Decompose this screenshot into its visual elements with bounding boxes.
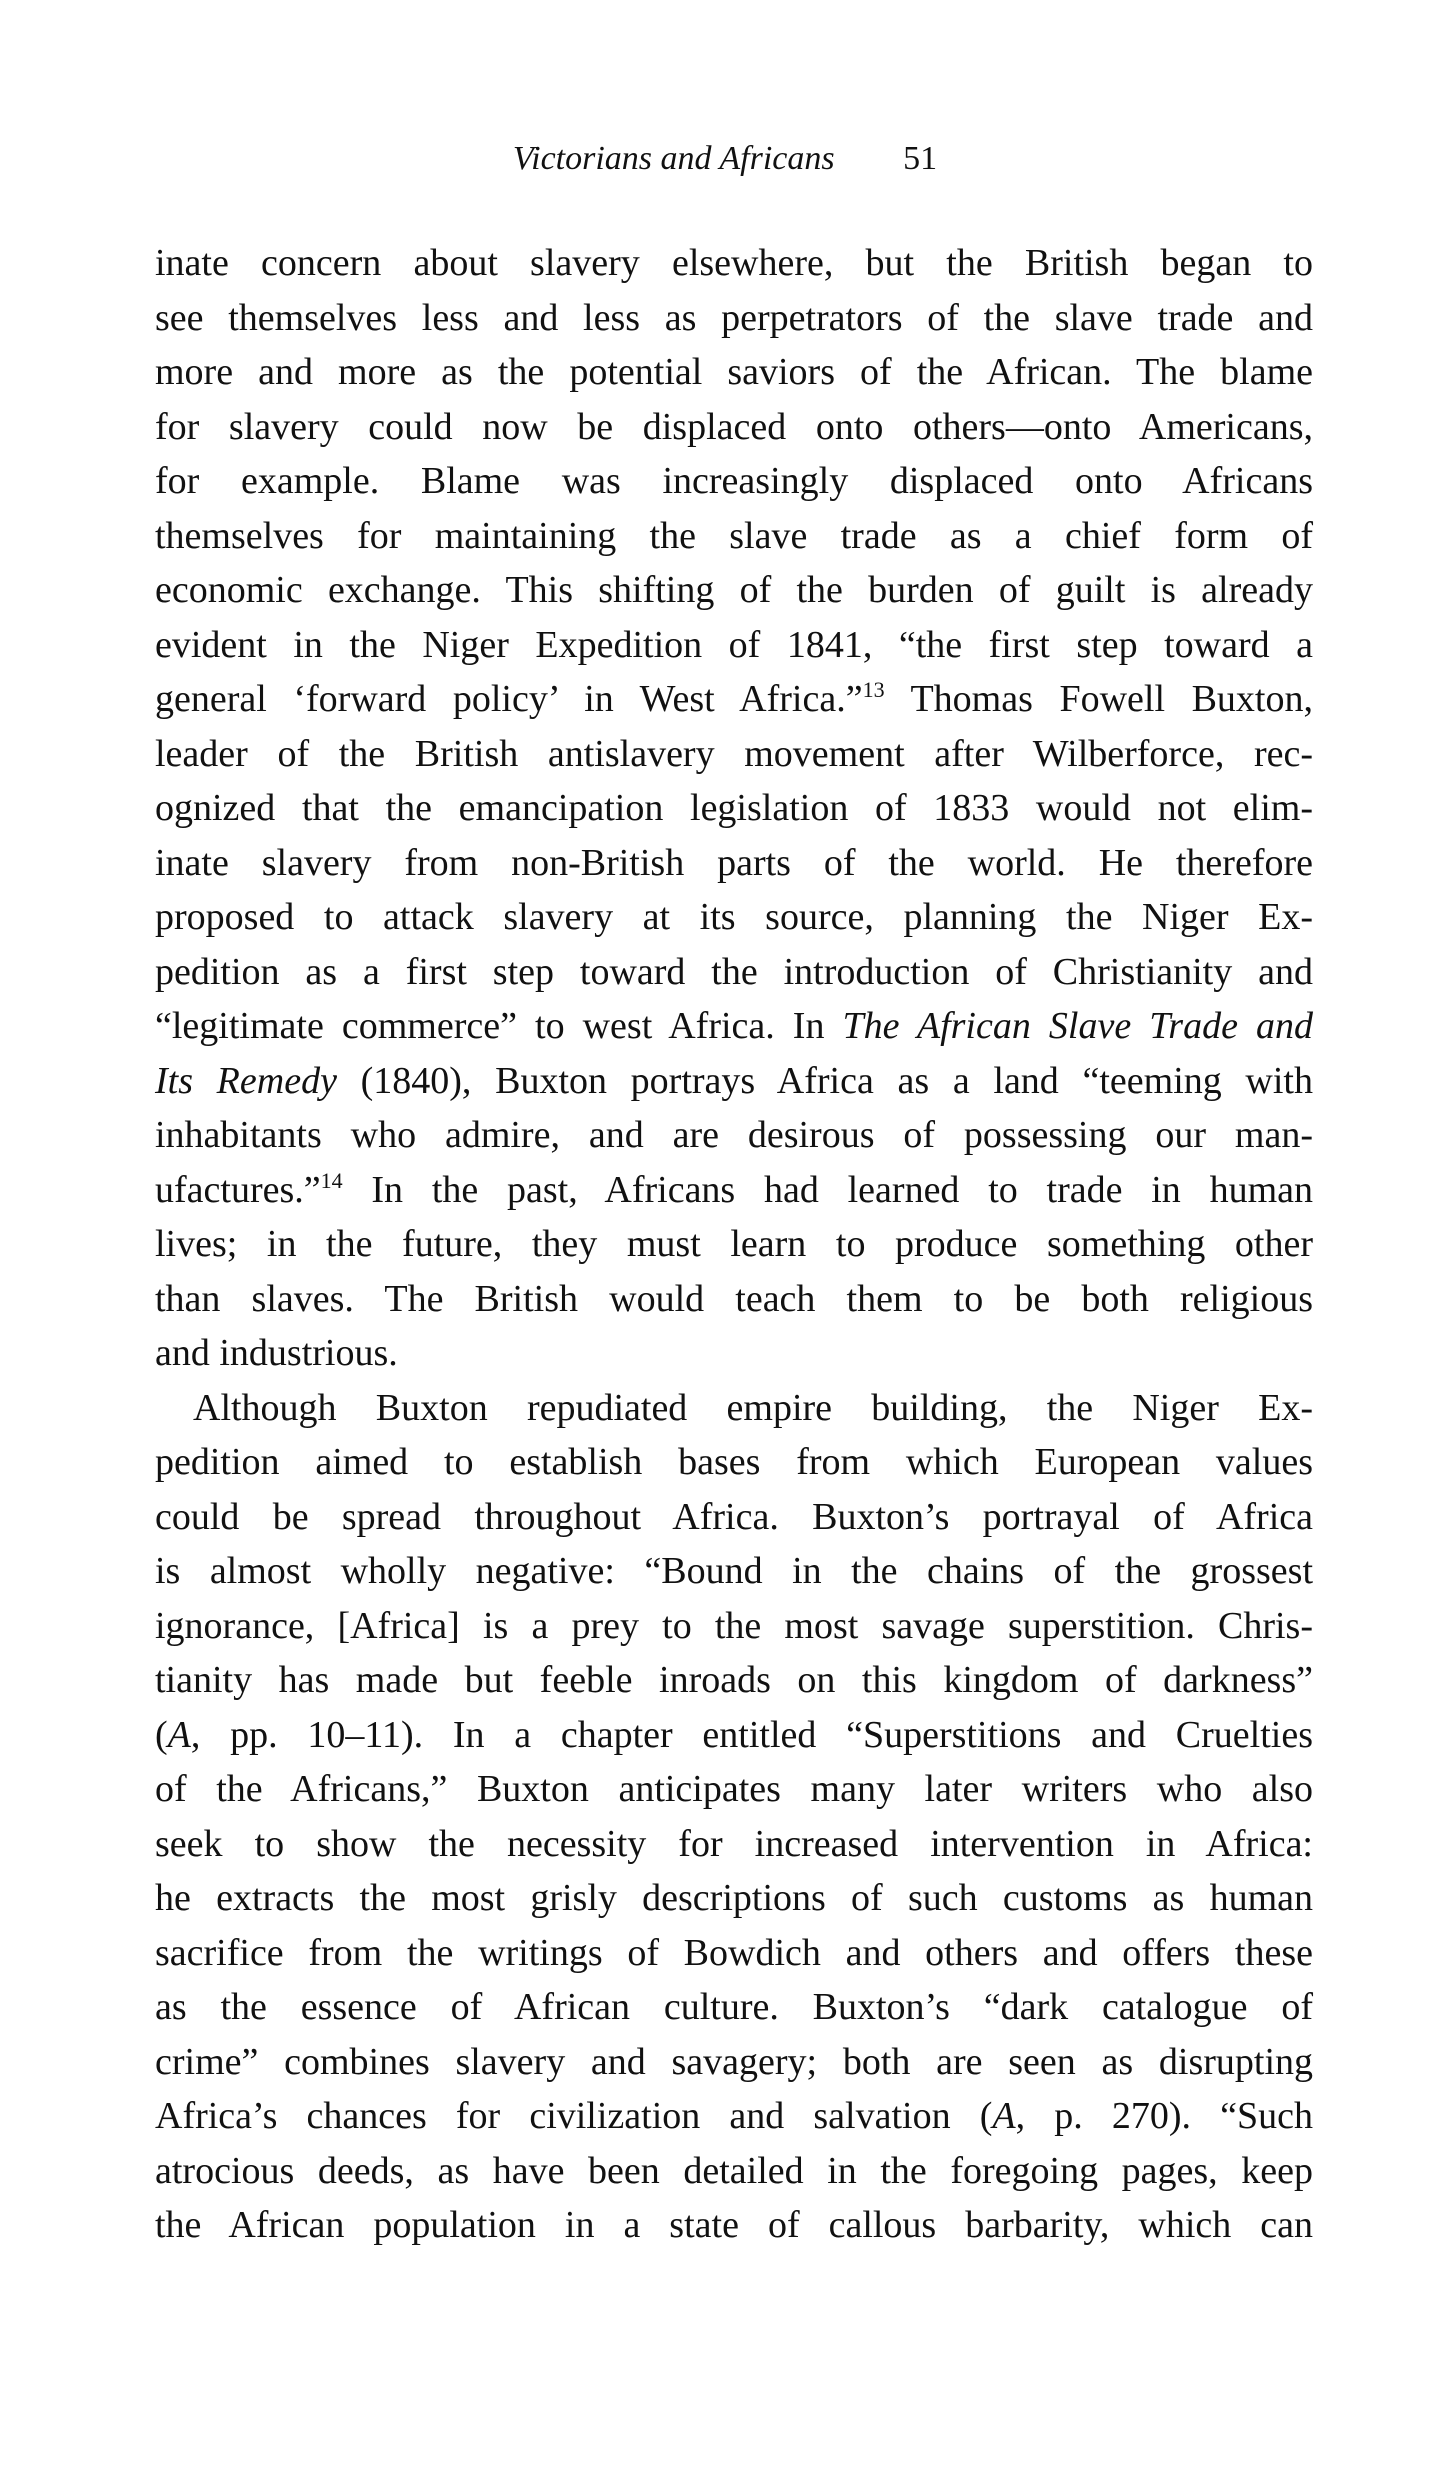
- text-span: (1840), Buxton portrays Africa as a land “teeming with: [336, 1059, 1313, 1102]
- text-span: , pp. 10–11). In a chapter entitled “Superstitions and Cruelties: [190, 1713, 1313, 1756]
- page-number: 51: [903, 140, 938, 177]
- footnote-ref: 14: [320, 1167, 343, 1193]
- italic-text: A: [992, 2095, 1016, 2137]
- italic-text: The African Slave Trade and: [842, 1005, 1313, 1047]
- text-line: economic exchange. This shifting of the burden of guilt is already: [155, 569, 1313, 611]
- text-line: for slavery could now be displaced onto others—onto Americans,: [155, 405, 1313, 448]
- text-line: is almost wholly negative: “Bound in the chains of the grossest: [155, 1550, 1313, 1592]
- text-line: tianity has made but feeble inroads on this kingdom of darkness”: [155, 1659, 1313, 1701]
- text-line: for example. Blame was increasingly displaced onto Africans: [155, 460, 1313, 502]
- text-line: he extracts the most grisly descriptions of such customs as human: [155, 1877, 1313, 1919]
- text-line: proposed to attack slavery at its source, planning the Niger Ex-: [155, 896, 1313, 938]
- text-line: see themselves less and less as perpetrators of the slave trade and: [155, 296, 1313, 339]
- text-span: (: [155, 1713, 168, 1756]
- text-line: pedition aimed to establish bases from which European values: [155, 1441, 1313, 1483]
- text-line: atrocious deeds, as have been detailed in the foregoing pages, keep: [155, 2149, 1313, 2192]
- text-line: inhabitants who admire, and are desirous of possessing our man-: [155, 1114, 1313, 1156]
- text-span: general ‘forward policy’ in West Africa.”: [155, 678, 863, 720]
- text-line: of the Africans,” Buxton anticipates many later writers who also: [155, 1768, 1313, 1810]
- text-line: than slaves. The British would teach them to be both religious: [155, 1277, 1313, 1320]
- text-line: [155, 2089, 1313, 2144]
- text-line: as the essence of African culture. Buxton’s “dark catalogue of: [155, 1986, 1313, 2028]
- paragraph-2: [155, 1381, 1313, 2253]
- paragraph-1: [155, 236, 1313, 1381]
- italic-text: A: [167, 1713, 191, 1756]
- text-line: sacrifice from the writings of Bowdich and others and offers these: [155, 1931, 1313, 1974]
- text-line: [155, 672, 1313, 727]
- text-span: “legitimate commerce” to west Africa. In: [155, 1005, 843, 1047]
- text-line: themselves for maintaining the slave trade as a chief form of: [155, 514, 1313, 557]
- text-line: pedition as a first step toward the introduction of Christianity and: [155, 950, 1313, 993]
- running-title: Victorians and Africans: [512, 140, 835, 177]
- footnote-ref: 13: [862, 677, 885, 702]
- text-line: crime” combines slavery and savagery; both are seen as disrupting: [155, 2040, 1313, 2083]
- italic-text: Its Remedy: [155, 1059, 337, 1102]
- body-text: [155, 236, 1313, 2253]
- text-line: could be spread throughout Africa. Buxton’s portrayal of Africa: [155, 1495, 1313, 1538]
- text-line: lives; in the future, they must learn to produce something other: [155, 1223, 1313, 1265]
- text-line: ognized that the emancipation legislation of 1833 would not elim-: [155, 787, 1313, 829]
- text-line: and industrious.: [155, 1332, 398, 1374]
- text-line: ignorance, [Africa] is a prey to the most savage superstition. Chris-: [155, 1604, 1313, 1647]
- text-line: Although Buxton repudiated empire building, the Niger Ex-: [193, 1386, 1313, 1429]
- text-span: ufactures.”: [155, 1168, 321, 1211]
- text-line: inate concern about slavery elsewhere, but the British began to: [155, 242, 1313, 284]
- text-span: , p. 270). “Such: [1015, 2095, 1313, 2137]
- text-span: Thomas Fowell Buxton,: [884, 678, 1313, 720]
- text-line: leader of the British antislavery movement after Wilberforce, rec-: [155, 732, 1313, 775]
- text-line: evident in the Niger Expedition of 1841, “the first step toward a: [155, 623, 1313, 666]
- text-line: inate slavery from non-British parts of the world. He therefore: [155, 841, 1313, 884]
- text-line: [155, 999, 1313, 1054]
- text-span: In the past, Africans had learned to trade in human: [342, 1168, 1313, 1211]
- text-line: [155, 1708, 1313, 1763]
- text-line: seek to show the necessity for increased intervention in Africa:: [155, 1822, 1313, 1865]
- text-line: [155, 1163, 1313, 1218]
- text-line: the African population in a state of callous barbarity, which can: [155, 2204, 1313, 2246]
- text-span: Africa’s chances for civilization and salvation (: [155, 2095, 993, 2137]
- running-header: [0, 140, 1450, 178]
- text-line: more and more as the potential saviors of the African. The blame: [155, 351, 1313, 393]
- text-line: [155, 1054, 1313, 1109]
